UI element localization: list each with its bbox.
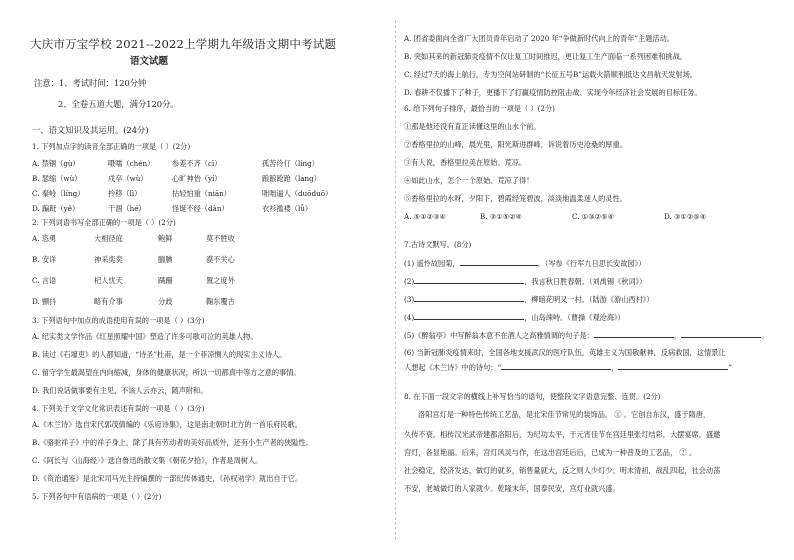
- q3-option-d: D. 我们说话做事要有主见，不该人云亦云，随声附和。: [32, 386, 208, 395]
- q2-row-a: [32, 234, 235, 244]
- cell: 分歧: [158, 297, 173, 306]
- q8-para-line-2: 久传不衰。相传汉光武帝建都洛阳后，为纪功太平，于元宵佳节在宫廷里张灯结彩，大摆宴席，盛邀: [404, 430, 721, 439]
- cell: 置之度外: [206, 276, 235, 285]
- cell: A. 恣勇: [32, 234, 57, 243]
- question-3: 3. 下列语句中加点的成语使用有误的一项是（ ）(3分): [32, 316, 205, 325]
- q8-para-line-5: 不安，老城做灯的人家就少。乾隆末年，国泰民安，宫灯业就兴盛。: [404, 484, 620, 493]
- line-prefix: (1) 遥怜故园菊，: [404, 259, 460, 268]
- q7-line-1: [404, 258, 645, 269]
- cell: 衣衫褴褛（lǚ）: [262, 204, 313, 213]
- cell: 怪诞不经（dàn）: [172, 204, 229, 213]
- line-prefix: (2): [404, 277, 415, 286]
- answer-blank[interactable]: [501, 362, 611, 370]
- question-1: 1. 下列加点字的读音全部正确的一项是（ ）(2分): [32, 142, 191, 151]
- q5-option-d: D. 春耕不仅播下了种子，更播下了打赢疫情防控阻击战、实现今年经济社会发展的目标任务。: [404, 88, 702, 97]
- q7-line-2: [404, 276, 646, 287]
- cell: B. 瑟缩（wù）: [32, 174, 82, 183]
- q3-option-c: C. 留守学生最渴望在内向缩减，身体的健康状况，所以一切都真中等方之意的事情。: [32, 368, 301, 377]
- cell: 踉踉跄跄（lang）: [262, 174, 321, 183]
- q8-para-line-4: 社会稳定，经济发达，做灯的就多，销售量就大，反之则人少灯少。明末清初，战乱四起，社会动荡: [404, 466, 721, 475]
- answer-blank[interactable]: [414, 276, 524, 284]
- section-heading: 一、语文知识及其运用。(24分): [32, 125, 149, 135]
- choice: C. ①③②⑤④: [572, 212, 615, 221]
- q1-row-c: [32, 189, 332, 199]
- cell: 鲍鲜: [158, 234, 173, 243]
- choice: A. ⑤①②③④: [404, 212, 446, 221]
- cell: 杞人忧天: [94, 276, 123, 285]
- answer-blank[interactable]: [414, 312, 524, 320]
- choice: D. ③①②⑤④: [664, 212, 707, 221]
- q5-option-c: C. 经过7天的海上航行，专为空间站研制的“长征五号B”运载火箭顺利抵达文昌航天发射场。: [404, 70, 697, 79]
- line-suffix: ，我言秋日胜春朝。（刘禹锡《秋词》）: [524, 277, 647, 286]
- q6-sentence-2: ②香格里拉的山峰，晨光里，阳光斯进群峰，诉说着历史沧桑的厚重。: [404, 140, 627, 149]
- cell: 神采奕奕: [94, 255, 123, 264]
- question-2: 2. 下列词语书写全部正确的一项是（ ）(2分): [32, 218, 176, 227]
- exam-subtitle: 语文试题: [130, 56, 169, 67]
- column-divider: [395, 20, 396, 540]
- q4-option-a: A.《木兰诗》选自宋代郭茂倩编的《乐府诗集》，这是南北朝时北方的一首乐府民歌。: [32, 420, 302, 429]
- cell: C. 言语: [32, 276, 57, 285]
- choice: B. ③①⑤②④: [480, 212, 523, 221]
- question-6: 6. 给下列句子排序，最恰当的一项是（ ）(2分): [404, 104, 555, 113]
- q4-option-c: C.《阿长与〈山海经〉》选自鲁迅的散文集《朝花夕拾》，作者是周树人。: [32, 456, 263, 465]
- q4-option-d: D.《资治通鉴》是北宋司马光主持编撰的一部纪传体通史，《孙权劝学》就出自于它。: [32, 474, 303, 483]
- cell: 参差不齐（cī）: [172, 159, 222, 168]
- cell: D. 蹁跹（yě）: [32, 204, 80, 213]
- cell: 孤苦伶仃（líng）: [262, 159, 319, 168]
- cell: B. 安详: [32, 255, 57, 264]
- q7-line-6a: (6) 当新冠肺炎疫情来时，全国各地支援武汉的医疗队伍，英雄主义为国敬献神，反病救国，这情景让: [404, 348, 726, 357]
- cell: C. 秦岭（líng）: [32, 189, 85, 198]
- answer-blank[interactable]: [414, 294, 524, 302]
- line-text: 人想起《木兰诗》中的诗句：“: [404, 363, 502, 372]
- cell: 大相径庭: [94, 234, 123, 243]
- q3-option-b: B. 读过《石壕吏》的人都知道，“诗圣”杜甫，是一个菲凉恻人的现实主义诗人。: [32, 350, 287, 359]
- cell: 腼腆: [158, 255, 173, 264]
- question-5: 5. 下列各句中有语病的一项是（ ）(2分): [32, 492, 162, 501]
- cell: 嗫嚅（chén）: [108, 159, 155, 168]
- q3-option-a: A. 纪实类文学作品《红星照耀中国》塑造了许多可歌可泣的英雄人物。: [32, 332, 258, 341]
- q2-row-d: [32, 297, 235, 307]
- answer-blank[interactable]: [618, 362, 728, 370]
- q7-line-4: [404, 312, 625, 323]
- cell: D. 颤抖: [32, 297, 57, 306]
- cell: 漠不关心: [206, 255, 235, 264]
- cell: 拎移（lì）: [108, 189, 142, 198]
- q1-row-a: [32, 159, 319, 169]
- line-prefix: (4): [404, 313, 415, 322]
- q4-option-b: B.《骆驼祥子》中的祥子身上，除了具有劳动者的美好品质外，还有小生产者的狭隘性。: [32, 438, 313, 447]
- cell: 略有介事: [94, 297, 123, 306]
- q6-choices: [404, 212, 706, 222]
- note-1: 注意：1、考试时间：120分钟: [34, 78, 147, 88]
- q6-sentence-3: ③有人说，香格里拉美在原始、荒凉。: [404, 158, 527, 167]
- note-2: 2、全卷五道大题，满分120分。: [58, 99, 179, 109]
- q2-row-b: [32, 255, 235, 265]
- cell: 心旷神怡（yí）: [172, 174, 222, 183]
- question-7: 7.古诗文默写。(8分): [404, 240, 472, 249]
- q8-para-line-1: 洛阳宫灯是一种特色传统工艺品，是北宋佳节常见的装饰品。 ① 。它创自东汉，盛于隋唐，: [418, 410, 711, 419]
- q6-sentence-4: ④如此山水，怎个一个原始、荒凉了得！: [404, 176, 534, 185]
- cell: 莫不胜收: [206, 234, 235, 243]
- line-suffix: ，山岛竦峙。（曹操《观沧海》）: [524, 313, 625, 322]
- q6-sentence-5: ⑤香格里拉的水呀，夕阳下，碧霞经笼碧波，淡淡地温柔迷人的灵性。: [404, 194, 627, 203]
- q7-line-6b: 人想起《木兰诗》中的诗句：“ ， ”: [404, 363, 733, 372]
- q8-para-line-3: 宫灯，各显艳丽。后来，宫灯风灵与作，在这出宫廷后后，已成为一种普及的工艺品， ② 。: [404, 448, 697, 457]
- cell: 咄咄逼人（duōduō）: [262, 189, 333, 198]
- cell: 鞠东覆古: [206, 297, 235, 306]
- q1-row-d: [32, 204, 312, 214]
- line-prefix: (3): [404, 295, 415, 304]
- q5-option-a: A. 团省委面向全省广大团员青年启动了 2020 年“争做新时代向上的青年”主题活动。: [404, 34, 674, 43]
- q2-row-c: [32, 276, 235, 286]
- line-text: (5)《醉翁亭》中写醉翁本意不在酒人之高雅情调的句子是：: [404, 331, 594, 340]
- q5-option-b: B. 突如其来的新冠肺炎疫情不仅让复工时间推迟，更让复工生产面临一系列困难和挑战。: [404, 52, 687, 61]
- answer-blank[interactable]: [681, 330, 761, 338]
- exam-title: 大庆市万宝学校 2021--2022上学期九年级语文期中考试题: [30, 37, 337, 51]
- cell: 干涸（hé）: [108, 204, 146, 213]
- question-8: 8. 在下面一段文字的横线上补写恰当的语句，使整段文字语意完整、连贯。(2分): [404, 392, 661, 401]
- line-suffix: 。（岑参《行军九日思长安故园》）: [537, 259, 646, 268]
- q1-row-b: [32, 174, 321, 184]
- answer-blank[interactable]: [460, 258, 538, 266]
- answer-blank[interactable]: [594, 330, 674, 338]
- q7-line-3: [404, 294, 654, 305]
- cell: 戍卒（wù）: [108, 174, 148, 183]
- q7-line-5: (5)《醉翁亭》中写醉翁本意不在酒人之高雅情调的句子是： ， 。: [404, 331, 769, 340]
- question-4: 4. 下列关于文学文化常识表述有误的一项是（ ）(3分): [32, 404, 205, 413]
- cell: A. 禁锢（gù）: [32, 159, 80, 168]
- line-suffix: ，柳暗花明又一村。（陆游《游山西村》）: [524, 295, 654, 304]
- q6-sentence-1: ①那是他还没有直正读懂这里的山水个前。: [404, 122, 541, 131]
- cell: 蹒跚: [158, 276, 173, 285]
- cell: 拈轻怕重（niān）: [172, 189, 231, 198]
